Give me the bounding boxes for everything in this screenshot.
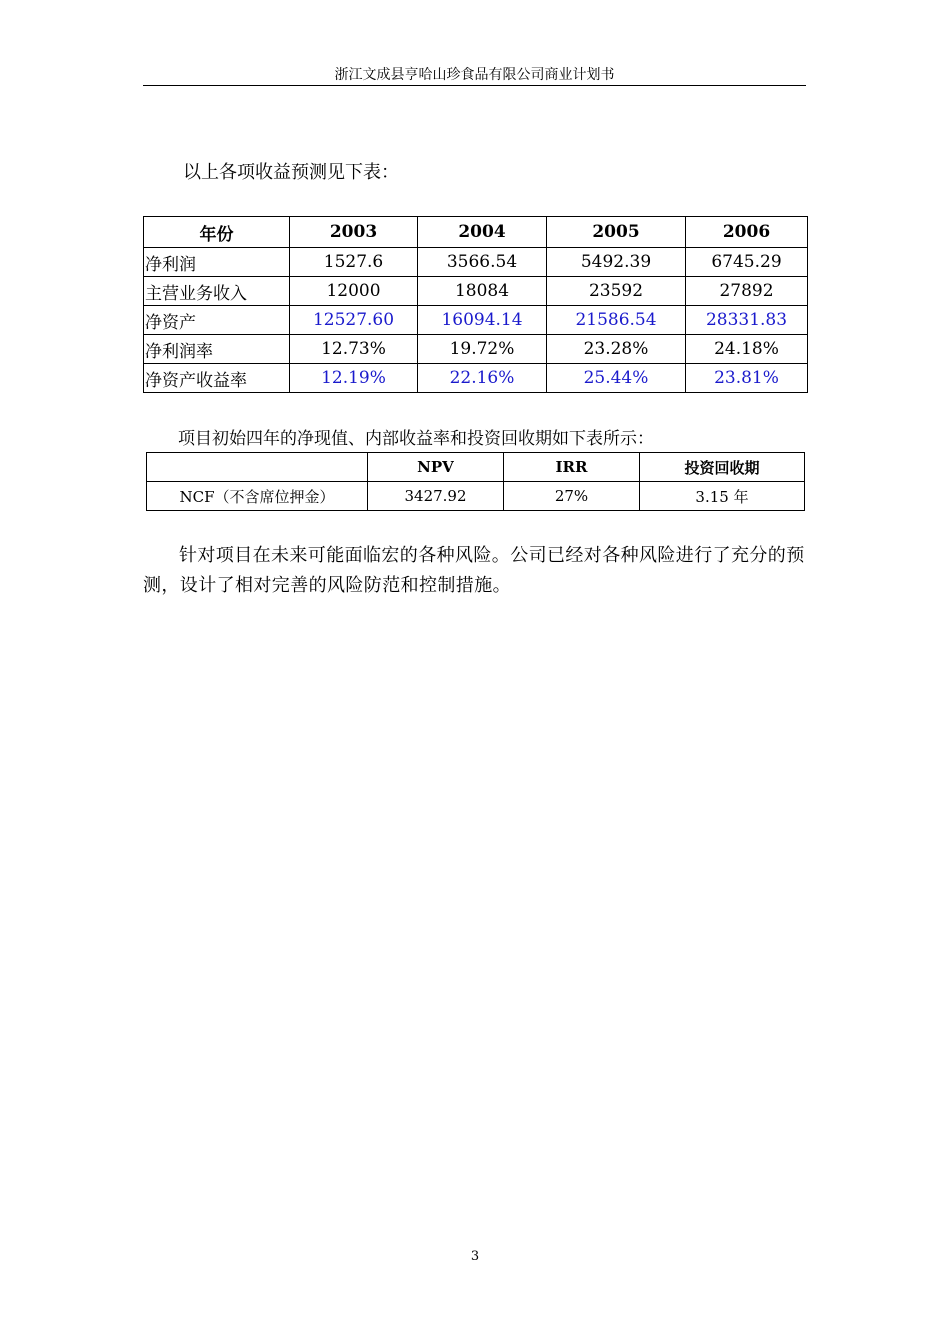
header-rule [143, 85, 806, 86]
table-cell: 16094.14 [418, 306, 547, 335]
table-row [147, 482, 805, 511]
intro-paragraph: 以上各项收益预测见下表： [183, 162, 399, 183]
table-row [144, 306, 808, 335]
table-cell: 25.44% [547, 364, 686, 393]
row-label: NCF（不含席位押金） [147, 482, 368, 511]
npv-header-payback: 投资回收期 [640, 453, 805, 482]
table-cell: 12527.60 [290, 306, 418, 335]
table-cell: 22.16% [418, 364, 547, 393]
row-label: 净资产收益率 [144, 364, 290, 393]
table-cell: 23.81% [686, 364, 808, 393]
table-cell: 23.28% [547, 335, 686, 364]
table-cell: 23592 [547, 277, 686, 306]
table-cell: 12000 [290, 277, 418, 306]
table-row [144, 248, 808, 277]
npv-table [146, 452, 805, 511]
table-cell: 12.19% [290, 364, 418, 393]
npv-header-irr: IRR [504, 453, 640, 482]
page-number: 3 [470, 1249, 480, 1264]
table-cell: 5492.39 [547, 248, 686, 277]
npv-header-npv: NPV [368, 453, 504, 482]
table-cell: 3.15 年 [640, 482, 805, 511]
forecast-table-header-row [144, 217, 808, 248]
page-header-title: 浙江文成县亨哈山珍食品有限公司商业计划书 [334, 67, 615, 83]
npv-table-header-row [147, 453, 805, 482]
table-cell: 21586.54 [547, 306, 686, 335]
table-cell: 6745.29 [686, 248, 808, 277]
table-cell: 3566.54 [418, 248, 547, 277]
table-cell: 12.73% [290, 335, 418, 364]
row-label: 净利润 [144, 248, 290, 277]
table-cell: 3427.92 [368, 482, 504, 511]
table-row [144, 277, 808, 306]
table-cell: 18084 [418, 277, 547, 306]
forecast-table [143, 216, 808, 393]
risk-paragraph: 针对项目在未来可能面临宏的各种风险。公司已经对各种风险进行了充分的预测，设计了相对完善的风险防范和控制措施。 [143, 545, 805, 596]
row-label: 净资产 [144, 306, 290, 335]
row-label: 主营业务收入 [144, 277, 290, 306]
forecast-header-2005: 2005 [547, 217, 686, 248]
table-cell: 24.18% [686, 335, 808, 364]
npv-intro-paragraph: 项目初始四年的净现值、内部收益率和投资回收期如下表所示： [178, 429, 654, 449]
forecast-header-2004: 2004 [418, 217, 547, 248]
row-label: 净利润率 [144, 335, 290, 364]
table-row [144, 335, 808, 364]
table-cell: 27892 [686, 277, 808, 306]
table-row [144, 364, 808, 393]
table-cell: 28331.83 [686, 306, 808, 335]
forecast-header-2006: 2006 [686, 217, 808, 248]
table-cell: 1527.6 [290, 248, 418, 277]
npv-header-empty [147, 453, 368, 482]
forecast-header-2003: 2003 [290, 217, 418, 248]
forecast-header-year: 年份 [144, 217, 290, 248]
table-cell: 19.72% [418, 335, 547, 364]
table-cell: 27% [504, 482, 640, 511]
